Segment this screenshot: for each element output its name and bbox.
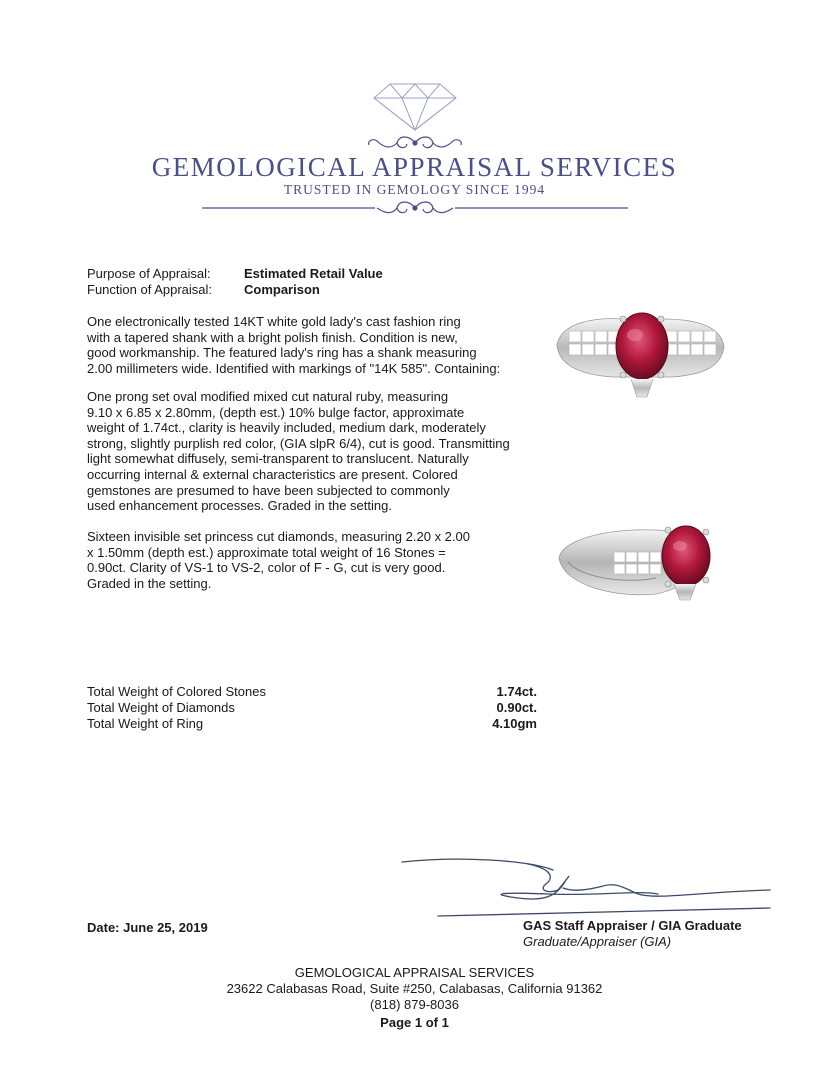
description-line: occurring internal & external characteristics are present. Colored <box>87 466 458 482</box>
description-line: with a tapered shank with a bright polish finish. Condition is new, <box>87 329 458 345</box>
total-value: 1.74ct. <box>496 684 537 699</box>
footer-company: GEMOLOGICAL APPRAISAL SERVICES <box>294 965 535 980</box>
description-line: 2.00 millimeters wide. Identified with markings of "14K 585". Containing: <box>87 360 501 376</box>
description-line: 9.10 x 6.85 x 2.80mm, (depth est.) 10% bulge factor, approximate <box>87 404 465 420</box>
total-value: 0.90ct. <box>496 700 537 715</box>
total-row-colored-stones <box>87 684 537 700</box>
total-label: Total Weight of Ring <box>87 716 204 731</box>
ornament-divider-bottom <box>200 198 630 220</box>
ring-side-view-photo <box>556 518 731 603</box>
total-label: Total Weight of Colored Stones <box>87 684 266 699</box>
brand-tagline: TRUSTED IN GEMOLOGY SINCE 1994 <box>283 182 546 197</box>
purpose-label: Purpose of Appraisal: <box>87 266 211 281</box>
description-line: good workmanship. The featured lady's ring has a shank measuring <box>87 345 477 361</box>
appraiser-title: GAS Staff Appraiser / GIA Graduate <box>523 918 742 933</box>
ring-description-paragraph <box>87 314 500 376</box>
footer-phone: (818) 879-8036 <box>370 997 459 1012</box>
function-value: Comparison <box>244 282 320 297</box>
diamond-description-paragraph <box>87 529 470 591</box>
page-number: Page 1 of 1 <box>380 1015 449 1030</box>
total-row-diamonds <box>87 700 537 716</box>
purpose-value: Estimated Retail Value <box>244 266 383 281</box>
appraisal-date: Date: June 25, 2019 <box>87 920 208 935</box>
handwritten-signature <box>398 850 776 922</box>
description-line: Sixteen invisible set princess cut diamonds, measuring 2.20 x 2.00 <box>87 529 470 544</box>
ruby-description-paragraph <box>87 389 510 514</box>
total-label: Total Weight of Diamonds <box>87 700 235 715</box>
function-label: Function of Appraisal: <box>87 282 213 297</box>
description-line: One electronically tested 14KT white gold lady's cast fashion ring <box>87 314 461 329</box>
description-line: 0.90ct. Clarity of VS-1 to VS-2, color of F - G, cut is very good. <box>87 560 446 576</box>
description-line: strong, slightly purplish red color, (GIA slpR 6/4), cut is good. Transmitting <box>87 435 510 451</box>
footer-address: 23622 Calabasas Road, Suite #250, Calabasas, California 91362 <box>226 981 603 996</box>
description-line: Graded in the setting. <box>87 575 212 591</box>
brand-name: GEMOLOGICAL APPRAISAL SERVICES <box>151 152 678 182</box>
ring-front-view-photo <box>553 305 728 400</box>
ornament-divider-top <box>350 132 480 154</box>
total-value: 4.10gm <box>492 716 537 731</box>
diamond-outline-icon <box>372 82 458 132</box>
description-line: weight of 1.74ct., clarity is heavily included, medium dark, moderately <box>87 420 486 436</box>
description-line: gemstones are presumed to have been subjected to commonly <box>87 482 450 498</box>
description-line: One prong set oval modified mixed cut natural ruby, measuring <box>87 389 449 404</box>
description-line: used enhancement processes. Graded in the setting. <box>87 498 392 514</box>
appraiser-subtitle: Graduate/Appraiser (GIA) <box>523 934 672 949</box>
description-line: x 1.50mm (depth est.) approximate total weight of 16 Stones = <box>87 544 446 560</box>
total-row-ring <box>87 716 537 732</box>
description-line: light somewhat diffusely, semi-transparent to translucent. Naturally <box>87 451 469 467</box>
